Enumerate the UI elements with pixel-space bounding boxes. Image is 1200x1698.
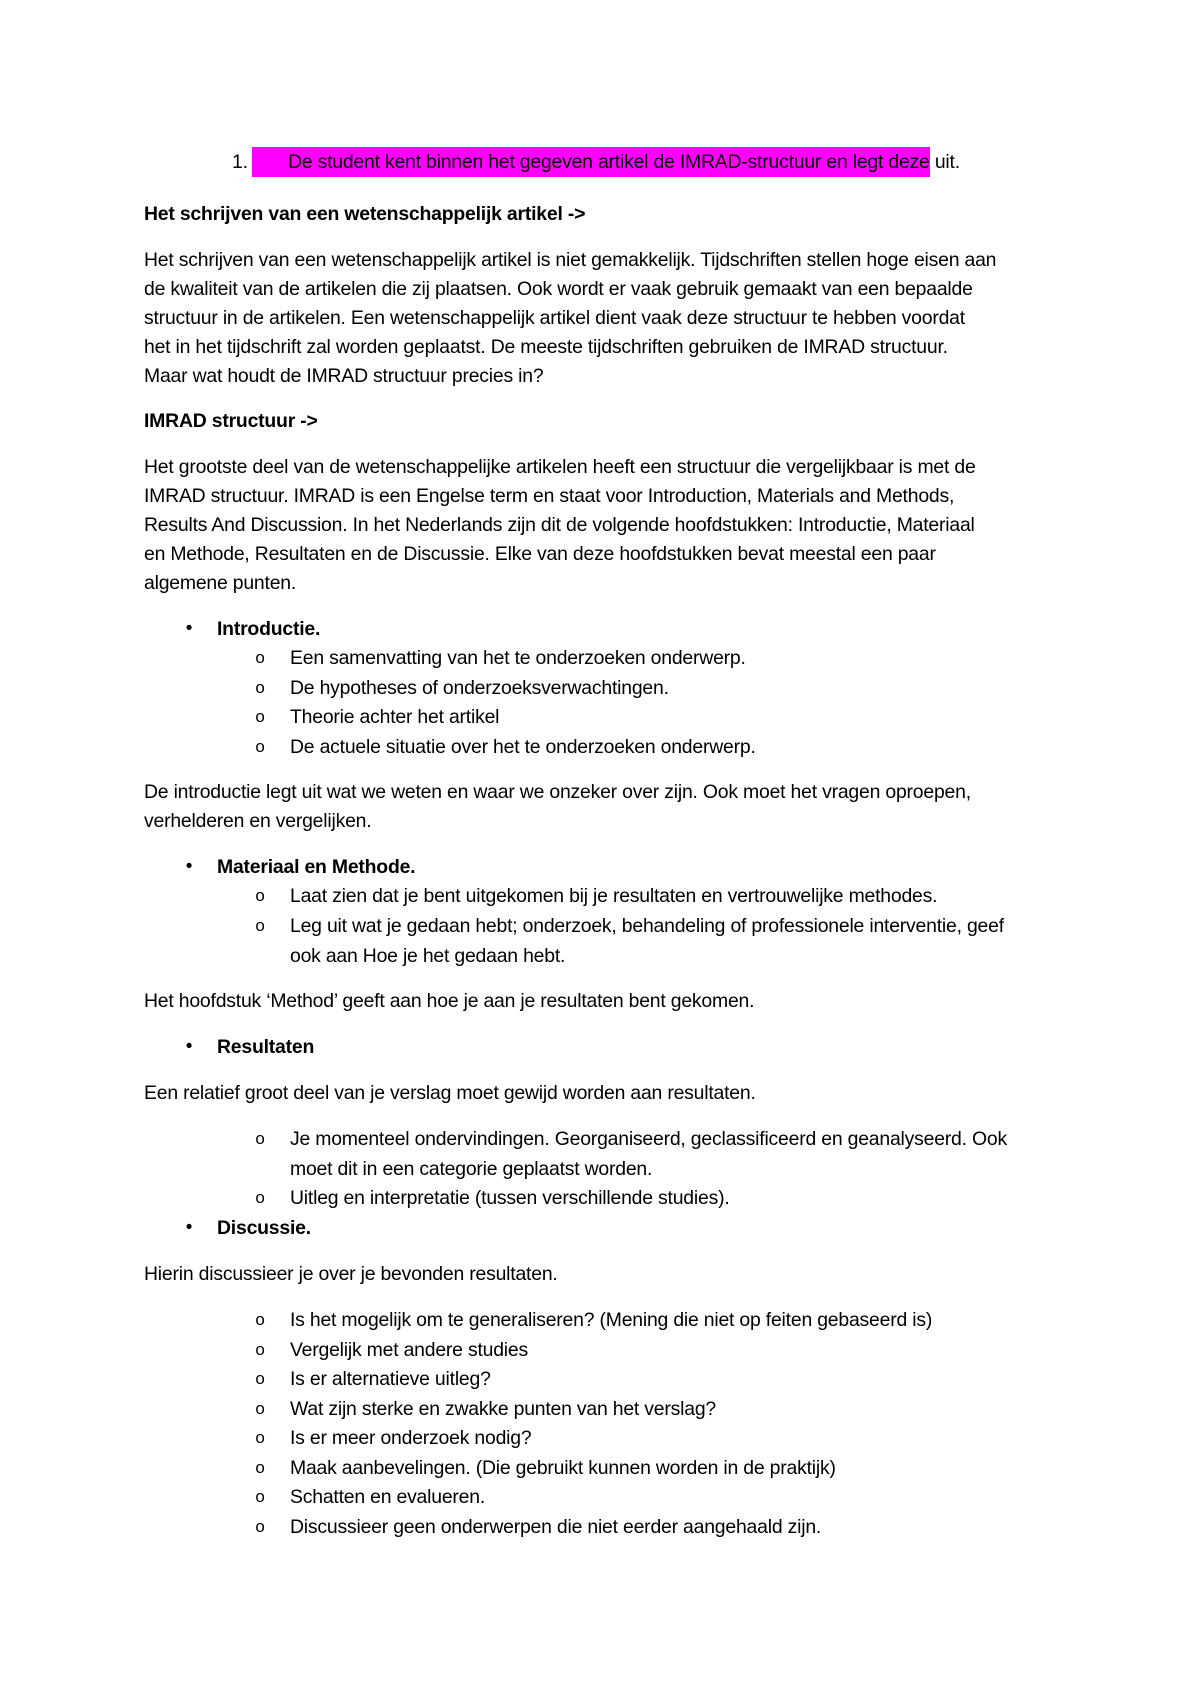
bullet-icon: •	[185, 1036, 193, 1057]
paragraph-line: Een relatief groot deel van je verslag moet gewijd worden aan resultaten.	[144, 1082, 756, 1104]
list-item: Schatten en evalueren.	[290, 1486, 486, 1508]
sub-bullet-icon: o	[255, 1129, 265, 1148]
task-number: 1.	[232, 151, 248, 173]
sub-bullet-icon: o	[255, 886, 265, 905]
section-heading-writing: Het schrijven van een wetenschappelijk artikel ->	[144, 203, 586, 225]
list-item: Is er meer onderzoek nodig?	[290, 1427, 532, 1449]
paragraph-line: en Methode, Resultaten en de Discussie. Elke van deze hoofdstukken bevat meestal een paar	[144, 543, 936, 565]
paragraph-line: Het schrijven van een wetenschappelijk artikel is niet gemakkelijk. Tijdschriften stellen hoge eisen aan	[144, 249, 997, 271]
list-item: Is het mogelijk om te generaliseren? (Mening die niet op feiten gebaseerd is)	[290, 1309, 933, 1331]
sub-bullet-icon: o	[255, 707, 265, 726]
list-item: Laat zien dat je bent uitgekomen bij je resultaten en vertrouwelijke methodes.	[290, 885, 938, 907]
bullet-icon: •	[185, 856, 193, 877]
paragraph-line: Results And Discussion. In het Nederlands zijn dit de volgende hoofdstukken: Introductie, Materiaal	[144, 514, 975, 536]
paragraph-line: structuur in de artikelen. Een wetenschappelijk artikel dient vaak deze structuur te hebben voordat	[144, 307, 965, 329]
sub-bullet-icon: o	[255, 1188, 265, 1207]
list-item: De actuele situatie over het te onderzoeken onderwerp.	[290, 736, 756, 758]
paragraph-line: IMRAD structuur. IMRAD is een Engelse term en staat voor Introduction, Materials and Methods,	[144, 485, 955, 507]
sub-bullet-icon: o	[255, 1428, 265, 1447]
list-item: Maak aanbevelingen. (Die gebruikt kunnen worden in de praktijk)	[290, 1457, 836, 1479]
sub-bullet-icon: o	[255, 1310, 265, 1329]
paragraph-line: het in het tijdschrift zal worden geplaatst. De meeste tijdschriften gebruiken de IMRAD structuur.	[144, 336, 948, 358]
bullet-title-materiaal: Materiaal en Methode.	[217, 856, 416, 878]
list-item: Wat zijn sterke en zwakke punten van het verslag?	[290, 1398, 716, 1420]
sub-bullet-icon: o	[255, 916, 265, 935]
list-item: Uitleg en interpretatie (tussen verschillende studies).	[290, 1187, 730, 1209]
sub-bullet-icon: o	[255, 1458, 265, 1477]
list-item: Een samenvatting van het te onderzoeken onderwerp.	[290, 647, 746, 669]
sub-bullet-icon: o	[255, 1369, 265, 1388]
paragraph-line: Het grootste deel van de wetenschappelijke artikelen heeft een structuur die vergelijkbaar is met de	[144, 456, 976, 478]
paragraph-line: verhelderen en vergelijken.	[144, 810, 372, 832]
list-item: Theorie achter het artikel	[290, 706, 500, 728]
list-item: Is er alternatieve uitleg?	[290, 1368, 491, 1390]
sub-bullet-icon: o	[255, 1487, 265, 1506]
list-item: Discussieer geen onderwerpen die niet eerder aangehaald zijn.	[290, 1516, 822, 1538]
list-item: Vergelijk met andere studies	[290, 1339, 528, 1361]
paragraph-line: De introductie legt uit wat we weten en waar we onzeker over zijn. Ook moet het vragen oproepen,	[144, 781, 971, 803]
bullet-title-resultaten: Resultaten	[217, 1036, 315, 1058]
bullet-icon: •	[185, 618, 193, 639]
list-item: Leg uit wat je gedaan hebt; onderzoek, behandeling of professionele interventie, geef	[290, 915, 1004, 937]
bullet-icon: •	[185, 1217, 193, 1238]
bullet-title-introductie: Introductie.	[217, 618, 321, 640]
section-heading-imrad: IMRAD structuur ->	[144, 410, 318, 432]
bullet-title-discussie: Discussie.	[217, 1217, 311, 1239]
sub-bullet-icon: o	[255, 1340, 265, 1359]
paragraph-line: Hierin discussieer je over je bevonden resultaten.	[144, 1263, 558, 1285]
list-item: De hypotheses of onderzoeksverwachtingen.	[290, 677, 669, 699]
sub-bullet-icon: o	[255, 1517, 265, 1536]
sub-bullet-icon: o	[255, 737, 265, 756]
paragraph-line: Het hoofdstuk ‘Method’ geeft aan hoe je aan je resultaten bent gekomen.	[144, 990, 755, 1012]
paragraph-line: algemene punten.	[144, 572, 297, 594]
list-item-continuation: ook aan Hoe je het gedaan hebt.	[290, 945, 566, 967]
sub-bullet-icon: o	[255, 1399, 265, 1418]
paragraph-line: Maar wat houdt de IMRAD structuur precies in?	[144, 365, 544, 387]
paragraph-line: de kwaliteit van de artikelen die zij plaatsen. Ook wordt er vaak gebruik gemaakt van een bepaalde	[144, 278, 973, 300]
sub-bullet-icon: o	[255, 648, 265, 667]
sub-bullet-icon: o	[255, 678, 265, 697]
list-item: Je momenteel ondervindingen. Georganiseerd, geclassificeerd en geanalyseerd. Ook	[290, 1128, 1007, 1150]
list-item-continuation: moet dit in een categorie geplaatst worden.	[290, 1158, 653, 1180]
task-text: De student kent binnen het gegeven artikel de IMRAD-structuur en legt deze uit.	[288, 151, 960, 173]
highlighted-task	[232, 147, 960, 177]
